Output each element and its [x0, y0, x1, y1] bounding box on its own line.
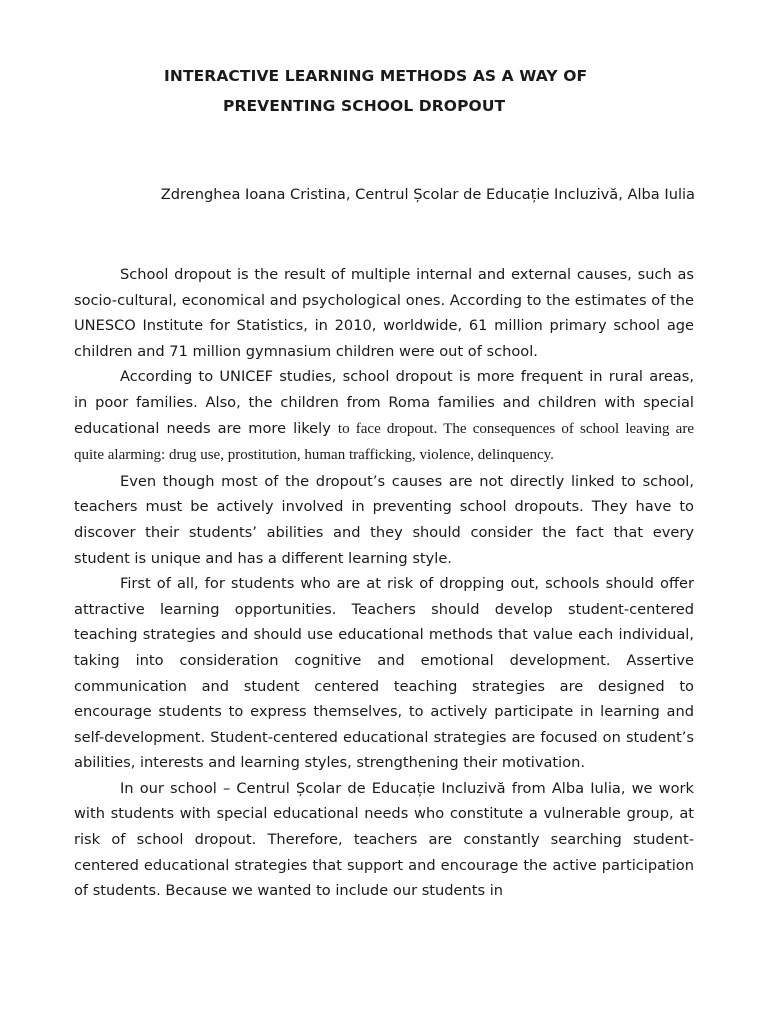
paragraph-3: Even though most of the dropout’s causes are not directly linked to school, teachers must be actively involved in preventing school dropouts. They have to discover their students’ abilities and they should consider the fact that every student is unique and has a different learning style.: [74, 472, 694, 567]
author-affiliation: Zdrenghea Ioana Cristina, Centrul Școlar de Educație Incluzivă, Alba Iulia: [160, 186, 695, 203]
document-body: [74, 262, 694, 904]
document-title-line-1: INTERACTIVE LEARNING METHODS AS A WAY OF: [164, 67, 588, 85]
paragraph-4: First of all, for students who are at risk of dropping out, schools should offer attractive learning opportunities. Teachers should develop student-centered teaching strategies and should use educational methods that value each individual, taking into consideration cognitive and emotional development. Assertive communication and student centered teaching strategies are designed to encourage students to express themselves, to actively participate in learning and self-development. Student-centered educational strategies are focused on student’s abilities, interests and learning styles, strengthening their motivation.: [74, 575, 694, 772]
paragraph-2-part-a: According to UNICEF studies, school dropout is more frequent in rural areas, in poor families. Also, the children from Roma families and children with special educational needs are more likely: [74, 368, 694, 437]
document-title-line-2: PREVENTING SCHOOL DROPOUT: [223, 97, 506, 115]
paragraph-1: School dropout is the result of multiple internal and external causes, such as socio-cultural, economical and psychological ones. According to the estimates of the UNESCO Institute for Statistics, in 2010, worldwide, 61 million primary school age children and 71 million gymnasium children were out of school.: [74, 266, 694, 360]
paragraph-2: [74, 364, 694, 468]
paragraph-5: In our school – Centrul Școlar de Educație Incluzivă from Alba Iulia, we work with students with special educational needs who constitute a vulnerable group, at risk of school dropout. Therefore, teachers are constantly searching student-centered educational strategies that support and encourage the active participation of students. Because we wanted to include our students in: [74, 779, 694, 900]
paragraph-2-part-b: to face dropout. The consequences of school leaving are quite alarming: drug use, prostitution, human trafficking, violence, delinquency.: [74, 420, 694, 464]
